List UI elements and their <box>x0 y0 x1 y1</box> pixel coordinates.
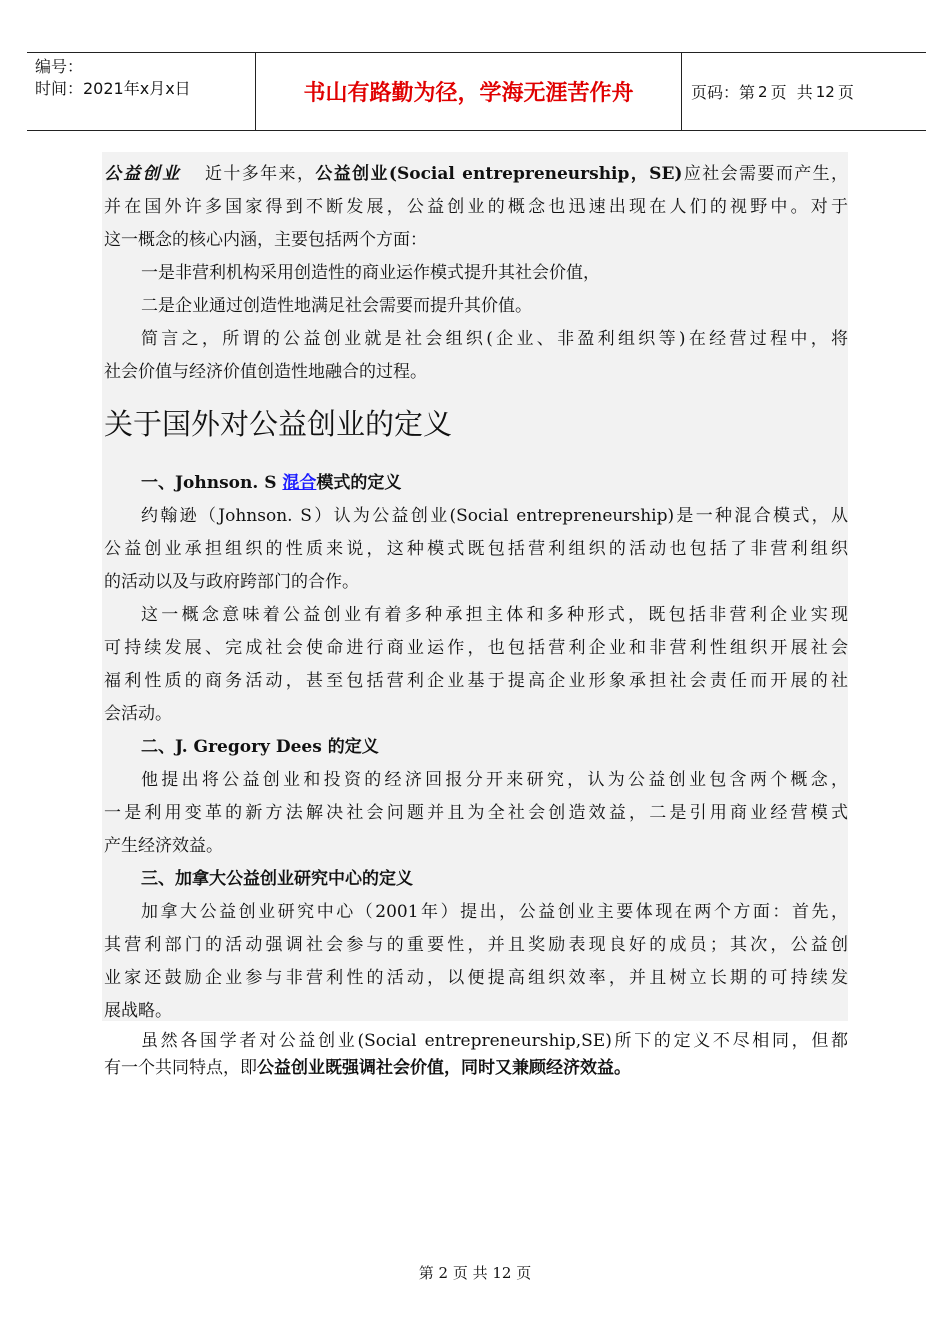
intro-line-2: 并在国外许多国家得到不断发展，公益创业的概念也迅速出现在人们的视野中。对于 <box>104 197 848 217</box>
doc-number-label: 编号： <box>35 57 84 76</box>
section-heading: 关于国外对公益创业的定义 <box>104 407 453 441</box>
document-body <box>104 158 848 1082</box>
intro-line-1 <box>104 158 848 191</box>
page-prefix: 页码：第 <box>691 83 756 102</box>
intro-text: 近十多年来， <box>203 164 316 184</box>
s2-line-3: 产生经济效益。 <box>104 836 223 856</box>
page-header <box>27 52 926 131</box>
section-1-title-text: 一、Johnson. S <box>141 473 283 493</box>
intro-summary-line-2: 社会价值与经济价值创造性地融合的过程。 <box>104 362 427 382</box>
intro-point-2: 二是企业通过创造性地满足社会需要而提升其价值。 <box>141 296 532 316</box>
s2-line-2: 一是利用变革的新方法解决社会问题并且为全社会创造效益，二是引用商业经营模式 <box>104 803 848 823</box>
header-page-info <box>681 53 926 130</box>
intro-line-3: 这一概念的核心内涵，主要包括两个方面： <box>104 230 427 250</box>
section-3-title: 三、加拿大公益创业研究中心的定义 <box>141 869 413 889</box>
section-1-title <box>104 467 848 500</box>
page-suffix: 页 <box>837 83 854 102</box>
s1-para2-line-4: 会活动。 <box>104 704 172 724</box>
page-total: 12 <box>815 82 835 101</box>
intro-term: 公益创业 <box>104 164 182 184</box>
s3-line-3: 业家还鼓励企业参与非营利性的活动，以便提高组织效率，并且树立长期的可持续发 <box>104 968 848 988</box>
s1-para1-line-1: 约翰逊（Johnson. S）认为公益创业(Social entrepreneurship)是一种混合模式，从 <box>141 506 848 526</box>
s3-line-1: 加拿大公益创业研究中心（2001年）提出，公益创业主要体现在两个方面：首先， <box>141 902 848 922</box>
s1-para1-line-3: 的活动以及与政府跨部门的合作。 <box>104 572 359 592</box>
conclusion-line-2 <box>104 1055 848 1082</box>
section-1-title-text: 模式的定义 <box>316 473 402 493</box>
s1-para1-line-2: 公益创业承担组织的性质来说，这种模式既包括营利组织的活动也包括了非营利组织 <box>104 539 848 559</box>
intro-summary-line-1: 简言之，所谓的公益创业就是社会组织(企业、非盈利组织等)在经营过程中，将 <box>141 329 848 349</box>
conclusion-bold-text: 公益创业既强调社会价值，同时又兼顾经济效益。 <box>257 1058 631 1078</box>
header-motto: 书山有路勤为径，学海无涯苦作舟 <box>255 53 682 130</box>
s3-line-4: 展战略。 <box>104 1001 172 1021</box>
s3-line-2: 其营利部门的活动强调社会参与的重要性，并且奖励表现良好的成员；其次，公益创 <box>104 935 848 955</box>
header-meta <box>27 53 255 130</box>
conclusion-line-1: 虽然各国学者对公益创业(Social entrepreneurship,SE)所下的定义不尽相同，但都 <box>141 1031 848 1051</box>
conclusion-text: 有一个共同特点，即 <box>104 1058 257 1078</box>
intro-bold-text: 公益创业(Social entrepreneurship，SE) <box>315 164 683 184</box>
s1-para2-line-1: 这一概念意味着公益创业有着多种承担主体和多种形式，既包括非营利企业实现 <box>141 605 848 625</box>
page-number: 2 <box>758 82 768 101</box>
time-label: 时间：2021年x月x日 <box>35 79 191 98</box>
hybrid-link[interactable]: 混合 <box>282 473 317 493</box>
intro-point-1: 一是非营利机构采用创造性的商业运作模式提升其社会价值， <box>141 263 600 283</box>
s2-line-1: 他提出将公益创业和投资的经济回报分开来研究，认为公益创业包含两个概念， <box>141 770 848 790</box>
s1-para2-line-2: 可持续发展、完成社会使命进行商业运作，也包括营利企业和非营利性组织开展社会 <box>104 638 848 658</box>
section-2-title: 二、J. Gregory Dees 的定义 <box>141 737 379 757</box>
page-footer: 第 2 页 共 12 页 <box>418 1264 532 1282</box>
page-mid: 页 共 <box>770 83 813 102</box>
s1-para2-line-3: 福利性质的商务活动，甚至包括营利企业基于提高企业形象承担社会责任而开展的社 <box>104 671 848 691</box>
intro-text: 应社会需要而产生， <box>682 164 848 184</box>
